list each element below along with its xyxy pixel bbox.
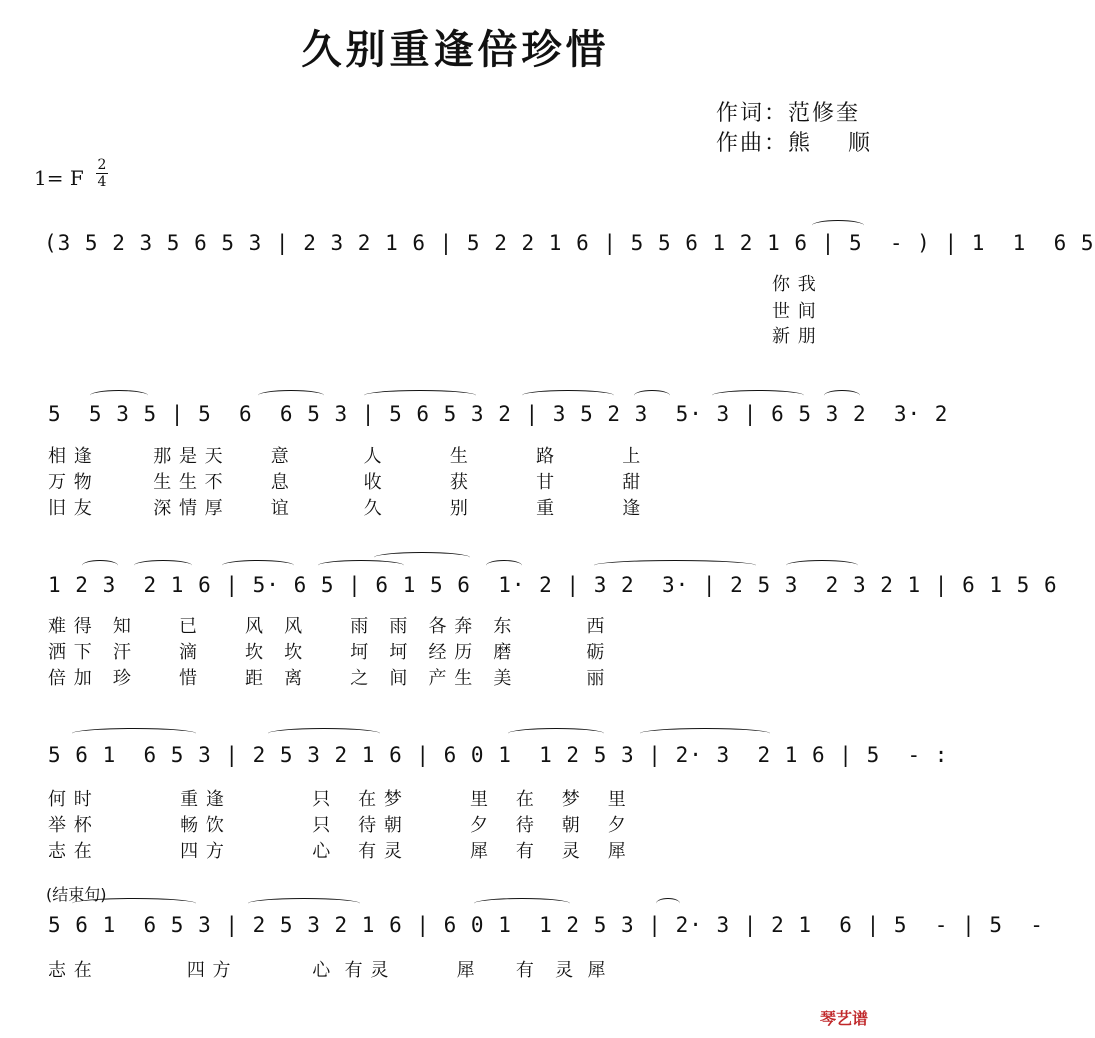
ending-label: (结束句) [46, 885, 107, 904]
slur [594, 560, 756, 571]
time-signature-bottom: 4 [97, 174, 107, 190]
staff-row-3-notes: 1 2 3 2 1 6 | 5· 6 5 | 6 1 5 6 1· 2 | 3 2 3· | 2 5 3 2 3 2 1 | 6 1 5 6 [48, 573, 1058, 597]
slur [786, 560, 858, 571]
slur [90, 390, 148, 401]
composer-credit: 作曲：熊 顺 [716, 131, 872, 156]
staff-row-2-lyric-3: 旧 友 深 情 厚 谊 久 别 重 逢 [48, 498, 642, 519]
slur [508, 728, 604, 739]
staff-row-1-lyric-3: 新 朋 [772, 326, 817, 347]
staff-row-4-lyric-3: 志 在 四 方 心 有 灵 犀 有 灵 犀 [48, 841, 627, 862]
staff-row-1-lyric-1: 你 我 [772, 274, 817, 295]
slur [712, 390, 804, 401]
song-title: 久别重逢倍珍惜 [301, 27, 610, 73]
staff-row-3-lyric-3: 倍 加 珍 惜 距 离 之 间 产 生 美 丽 [48, 668, 606, 689]
slur [364, 390, 476, 401]
staff-row-2-lyric-1: 相 逢 那 是 天 意 人 生 路 上 [48, 446, 642, 467]
slur [486, 560, 522, 571]
lyricist-credit: 作词：范修奎 [716, 101, 861, 126]
staff-row-2-lyric-2: 万 物 生 生 不 息 收 获 甘 甜 [48, 472, 642, 493]
watermark-logo: 琴艺谱 [820, 1009, 869, 1028]
slur [656, 898, 680, 909]
staff-row-4-lyric-2: 举 杯 畅 饮 只 待 朝 夕 待 朝 夕 [48, 815, 627, 836]
staff-row-2-notes: 5 5 3 5 | 5 6 6 5 3 | 5 6 5 3 2 | 3 5 2 3 5· 3 | 6 5 3 2 3· 2 [48, 402, 949, 426]
slur [82, 560, 118, 571]
staff-row-3-lyric-1: 难 得 知 已 风 风 雨 雨 各 奔 东 西 [48, 616, 606, 637]
staff-row-3-lyric-2: 洒 下 汗 滴 坎 坎 坷 坷 经 历 磨 砺 [48, 642, 606, 663]
key-signature: 1= F [34, 166, 84, 190]
slur [222, 560, 294, 571]
slur [522, 390, 614, 401]
slur [374, 552, 470, 563]
staff-row-1-notes: (3 5 2 3 5 6 5 3 | 2 3 2 1 6 | 5 2 2 1 6 | 5 5 6 1 2 1 6 | 5 - ) | 1 1 6 5 [44, 231, 1095, 255]
slur [474, 898, 570, 909]
staff-row-4-notes: 5 6 1 6 5 3 | 2 5 3 2 1 6 | 6 0 1 1 2 5 3 | 2· 3 2 1 6 | 5 - : [48, 743, 949, 767]
slur [258, 390, 324, 401]
slur [812, 220, 864, 231]
staff-row-1-lyric-2: 世 间 [772, 301, 817, 322]
slur [134, 560, 192, 571]
time-signature-top: 2 [97, 157, 107, 173]
slur [268, 728, 380, 739]
slur [640, 728, 770, 739]
slur [634, 390, 670, 401]
staff-row-5-notes: 5 6 1 6 5 3 | 2 5 3 2 1 6 | 6 0 1 1 2 5 3 | 2· 3 | 2 1 6 | 5 - | 5 - [48, 913, 1044, 937]
staff-row-4-lyric-1: 何 时 重 逢 只 在 梦 里 在 梦 里 [48, 789, 627, 810]
slur [72, 728, 196, 739]
time-signature [96, 158, 108, 189]
slur [824, 390, 860, 401]
staff-row-5-lyric-1: 志 在 四 方 心 有 灵 犀 有 灵 犀 [48, 960, 607, 981]
slur [248, 898, 360, 909]
slur [72, 898, 196, 909]
